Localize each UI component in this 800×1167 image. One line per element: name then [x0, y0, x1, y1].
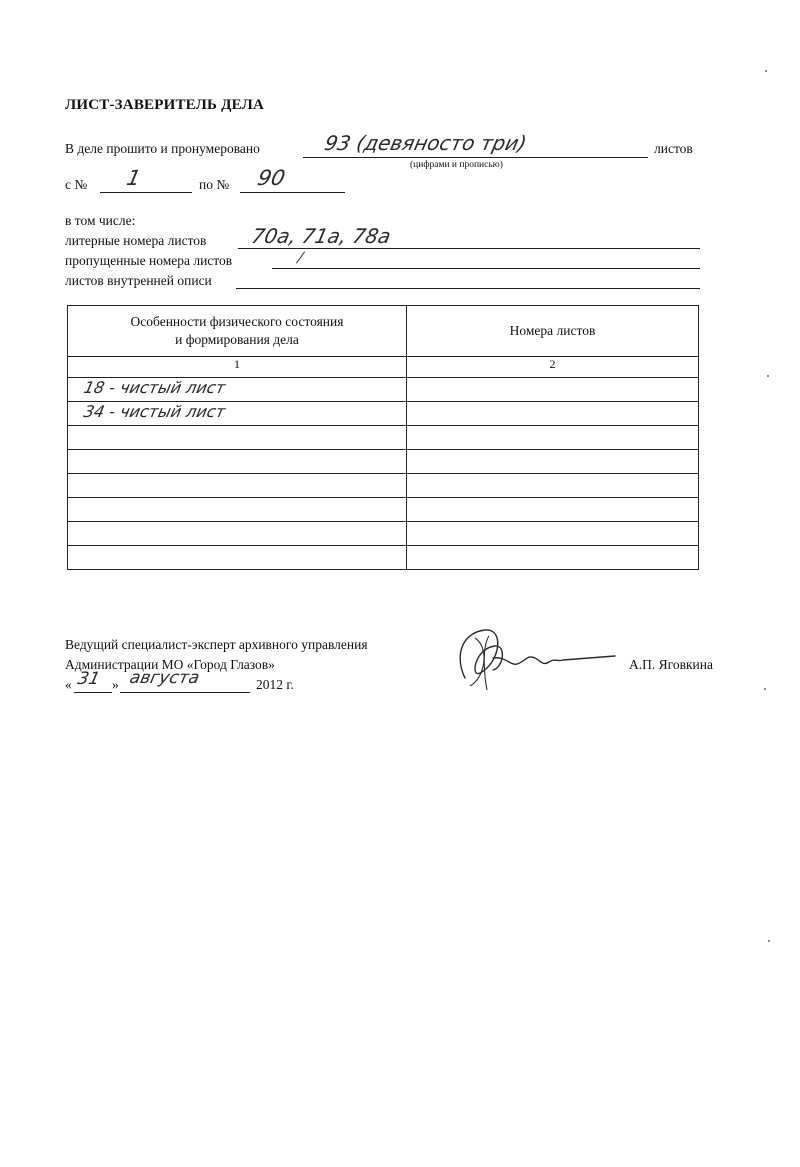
date-month-handwritten: августа — [127, 668, 202, 688]
table-cell-pages — [407, 378, 699, 402]
header-features-line1: Особенности физического состояния — [130, 314, 344, 329]
table-row — [68, 426, 699, 450]
including-heading: в том числе: — [65, 213, 136, 228]
table-row — [68, 522, 699, 546]
features-table — [67, 305, 699, 570]
sheets-count-underline — [303, 157, 648, 158]
table-cell-pages — [407, 474, 699, 498]
column-number-2: 2 — [407, 357, 699, 378]
table-row — [68, 546, 699, 570]
table-cell-feature — [68, 378, 407, 402]
inventory-sheets-underline — [236, 288, 700, 289]
letter-numbers-handwritten: 70а, 71а, 78а — [249, 224, 394, 248]
table-row — [68, 450, 699, 474]
table-row — [68, 378, 699, 402]
table-cell-pages — [407, 426, 699, 450]
skipped-numbers-handwritten: / — [296, 250, 305, 266]
skipped-numbers-underline — [272, 268, 700, 269]
date-close-quote: » — [112, 677, 119, 692]
table-row — [68, 498, 699, 522]
scan-speck — [765, 70, 767, 72]
from-number-label: с № — [65, 177, 88, 192]
signature — [445, 618, 625, 698]
date-open-quote: « — [65, 677, 72, 692]
to-number-label: по № — [199, 177, 230, 192]
table-cell-feature — [68, 474, 407, 498]
signer-position-line1: Ведущий специалист-эксперт архивного управления — [65, 637, 368, 652]
table-cell-pages — [407, 402, 699, 426]
sheets-count-label: В деле прошито и пронумеровано — [65, 141, 260, 156]
table-row — [68, 474, 699, 498]
to-number-handwritten: 90 — [255, 166, 288, 190]
date-day-handwritten: 31 — [75, 669, 102, 689]
signer-name: А.П. Яговкина — [629, 657, 713, 672]
table-cell-feature — [68, 546, 407, 570]
table-cell-pages — [407, 546, 699, 570]
date-month-underline — [120, 692, 250, 693]
sheets-count-handwritten: 93 (девяносто три) — [322, 131, 529, 155]
date-day-underline — [74, 692, 112, 693]
table-header-features — [68, 306, 407, 357]
from-number-underline — [100, 192, 192, 193]
to-number-underline — [240, 192, 345, 193]
column-number-1: 1 — [68, 357, 407, 378]
scan-speck — [767, 375, 769, 377]
scan-speck — [764, 688, 766, 690]
skipped-numbers-label: пропущенные номера листов — [65, 253, 233, 268]
table-header-row — [68, 306, 699, 357]
inventory-sheets-label: листов внутренней описи — [65, 273, 212, 288]
from-number-handwritten: 1 — [124, 166, 143, 190]
feature-handwritten: 34 - чистый лист — [81, 402, 228, 421]
scan-speck — [768, 940, 770, 942]
table-column-numbers-row — [68, 357, 699, 378]
sheets-count-caption: (цифрами и прописью) — [410, 160, 503, 170]
date-year: 2012 г. — [256, 677, 294, 692]
feature-handwritten: 18 - чистый лист — [81, 378, 228, 397]
table-cell-feature — [68, 426, 407, 450]
table-cell-pages — [407, 522, 699, 546]
table-header-pages: Номера листов — [407, 306, 699, 357]
table-cell-feature — [68, 498, 407, 522]
sheets-suffix-label: листов — [654, 141, 693, 156]
document-title: ЛИСТ-ЗАВЕРИТЕЛЬ ДЕЛА — [65, 97, 265, 113]
table-cell-pages — [407, 450, 699, 474]
table-cell-feature — [68, 402, 407, 426]
table-row — [68, 402, 699, 426]
letter-numbers-label: литерные номера листов — [65, 233, 207, 248]
table-cell-feature — [68, 522, 407, 546]
table-cell-pages — [407, 498, 699, 522]
table-cell-feature — [68, 450, 407, 474]
signer-position-line2: Администрации МО «Город Глазов» — [65, 657, 275, 672]
header-features-line2: и формирования дела — [175, 332, 299, 347]
letter-numbers-underline — [238, 248, 700, 249]
